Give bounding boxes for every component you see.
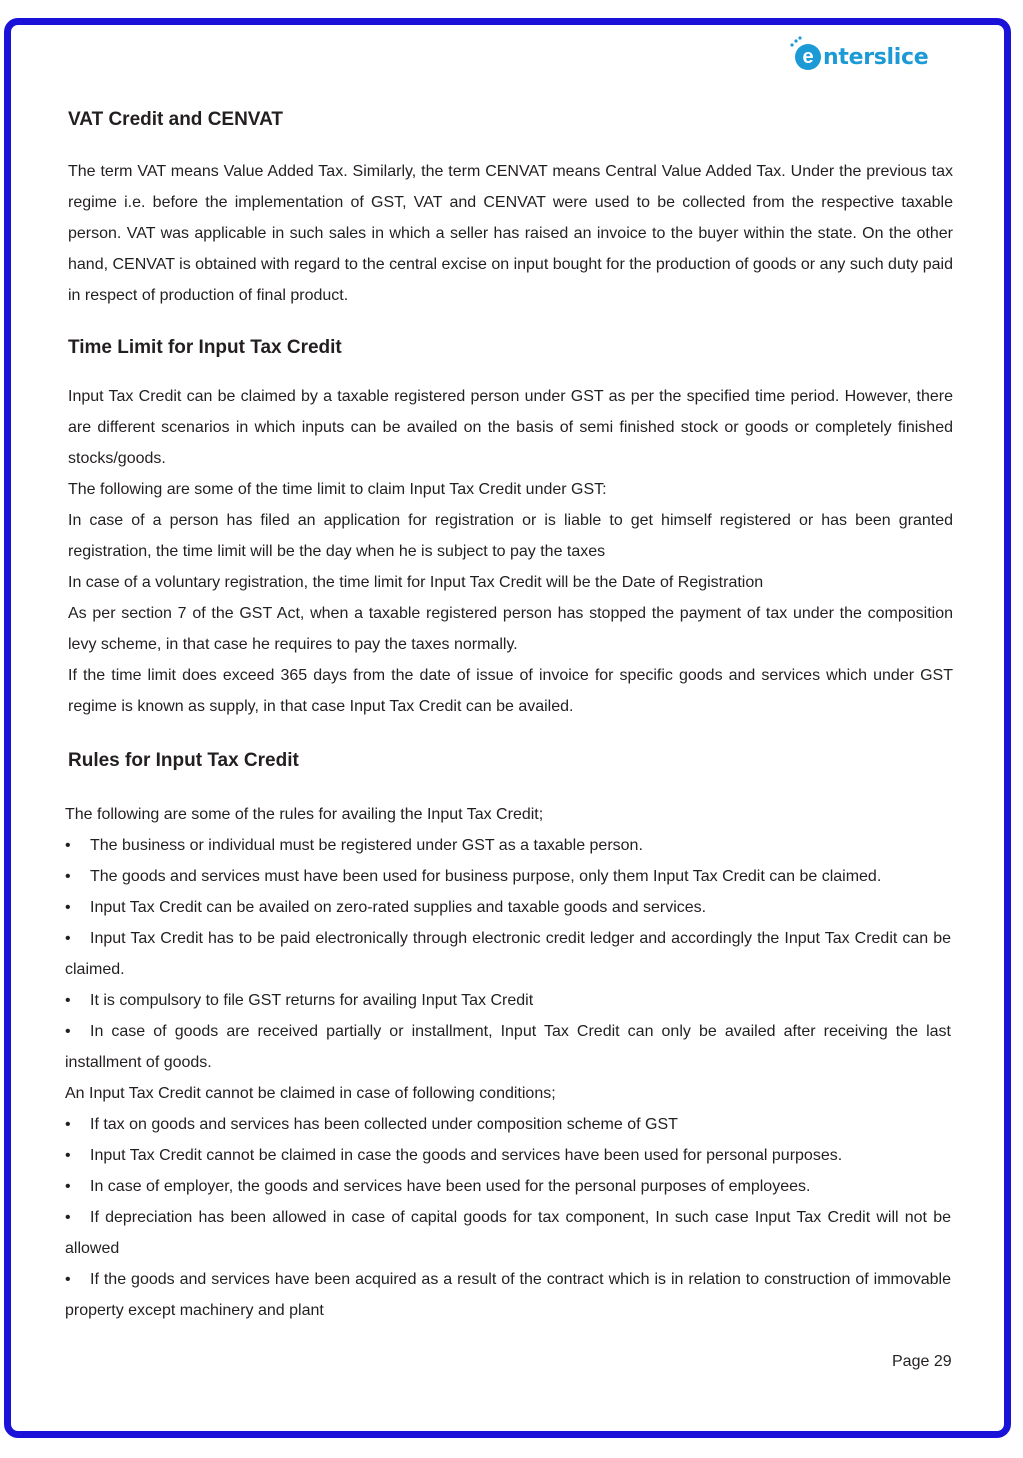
bullet-icon: • xyxy=(65,930,71,947)
heading-vat: VAT Credit and CENVAT xyxy=(68,109,283,130)
list-item xyxy=(65,1109,951,1140)
list-item xyxy=(65,830,951,861)
time-limit-line: Input Tax Credit can be claimed by a taxable registered person under GST as per the specified time period. However, there are different scenarios in which inputs can be availed on the basis of semi finished stock or goods or completely finished stocks/goods. xyxy=(68,388,953,467)
list-item xyxy=(65,861,951,892)
list-item xyxy=(65,985,951,1016)
rules-body xyxy=(65,799,951,1326)
list-item xyxy=(65,1140,951,1171)
rules-intro: The following are some of the rules for availing the Input Tax Credit; xyxy=(65,806,544,823)
bullet-icon: • xyxy=(65,868,71,885)
time-limit-line: As per section 7 of the GST Act, when a taxable registered person has stopped the payment of tax under the composition levy scheme, in that case he requires to pay the taxes normally. xyxy=(68,605,953,653)
bullet-icon: • xyxy=(65,899,71,916)
list-item-text: Input Tax Credit cannot be claimed in case the goods and services have been used for personal purposes. xyxy=(90,1147,843,1164)
list-item xyxy=(65,1171,951,1202)
bullet-icon: • xyxy=(65,1271,71,1288)
logo-initial: e xyxy=(802,46,814,68)
bullet-icon: • xyxy=(65,1209,71,1226)
list-item-text: It is compulsory to file GST returns for availing Input Tax Credit xyxy=(90,992,534,1009)
list-item-text: Input Tax Credit can be availed on zero-rated supplies and taxable goods and services. xyxy=(90,899,707,916)
time-limit-line: If the time limit does exceed 365 days from the date of issue of invoice for specific goods and services which under GST regime is known as supply, in that case Input Tax Credit can be availed. xyxy=(68,667,953,715)
bullet-icon: • xyxy=(65,1147,71,1164)
list-item xyxy=(65,923,951,985)
list-item-text: Input Tax Credit has to be paid electronically through electronic credit ledger and accordingly the Input Tax Credit can be claimed. xyxy=(65,930,951,978)
heading-time-limit: Time Limit for Input Tax Credit xyxy=(68,337,342,358)
logo-dots-icon xyxy=(789,36,803,48)
logo-text: nterslice xyxy=(823,44,929,70)
logo-mark-icon xyxy=(795,44,821,70)
list-item-text: In case of goods are received partially or installment, Input Tax Credit can only be availed after receiving the last installment of goods. xyxy=(65,1023,951,1071)
list-item xyxy=(65,1016,951,1078)
bullet-icon: • xyxy=(65,837,71,854)
time-limit-line: In case of a voluntary registration, the time limit for Input Tax Credit will be the Date of Registration xyxy=(68,574,764,591)
list-item-text: If depreciation has been allowed in case of capital goods for tax component, In such case Input Tax Credit will not be allowed xyxy=(65,1209,951,1257)
list-item xyxy=(65,892,951,923)
time-limit-body xyxy=(68,381,953,722)
time-limit-line: The following are some of the time limit to claim Input Tax Credit under GST: xyxy=(68,481,607,498)
conditions-intro: An Input Tax Credit cannot be claimed in case of following conditions; xyxy=(65,1085,556,1102)
bullet-icon: • xyxy=(65,992,71,1009)
list-item-text: The goods and services must have been used for business purpose, only them Input Tax Credit can be claimed. xyxy=(90,868,882,885)
bullet-icon: • xyxy=(65,1116,71,1133)
list-item-text: If the goods and services have been acquired as a result of the contract which is in relation to construction of immovable property except machinery and plant xyxy=(65,1271,951,1319)
list-item xyxy=(65,1264,951,1326)
list-item-text: If tax on goods and services has been collected under composition scheme of GST xyxy=(90,1116,678,1133)
list-item-text: The business or individual must be registered under GST as a taxable person. xyxy=(90,837,643,854)
time-limit-line: In case of a person has filed an application for registration or is liable to get himself registered or has been granted registration, the time limit will be the day when he is subject to pay the taxes xyxy=(68,512,953,560)
heading-rules: Rules for Input Tax Credit xyxy=(68,750,299,771)
enterslice-logo xyxy=(795,44,928,70)
bullet-icon: • xyxy=(65,1023,71,1040)
list-item-text: In case of employer, the goods and services have been used for the personal purposes of employees. xyxy=(90,1178,811,1195)
bullet-icon: • xyxy=(65,1178,71,1195)
page-number: Page 29 xyxy=(892,1353,952,1370)
list-item xyxy=(65,1202,951,1264)
vat-paragraph: The term VAT means Value Added Tax. Similarly, the term CENVAT means Central Value Added Tax. Under the previous tax regime i.e. before the implementation of GST, VAT and CENVAT were used to be collected from the respective taxable person. VAT was applicable in such sales in which a seller has raised an invoice to the buyer within the state. On the other hand, CENVAT is obtained with regard to the central excise on input bought for the production of goods or any such duty paid in respect of production of final product. xyxy=(68,163,953,304)
